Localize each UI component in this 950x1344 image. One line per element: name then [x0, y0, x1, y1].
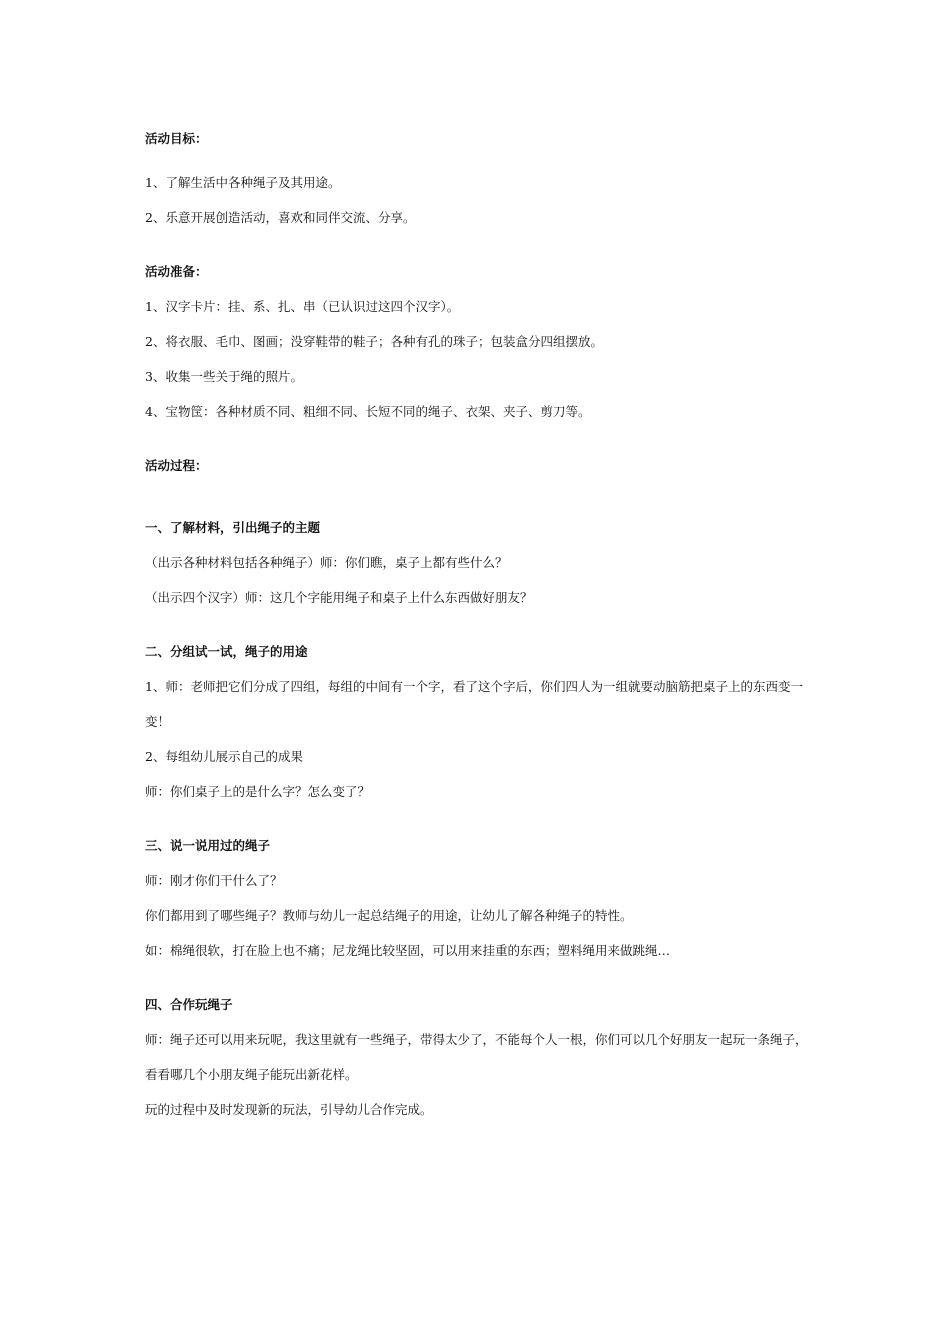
step-line: 如：棉绳很软，打在脸上也不痛；尼龙绳比较坚固，可以用来挂重的东西；塑料绳用来做跳绳…	[145, 943, 671, 958]
step-line: 你们都用到了哪些绳子？教师与幼儿一起总结绳子的用途，让幼儿了解各种绳子的特性。	[145, 908, 633, 923]
prep-item: 3、收集一些关于绳的照片。	[145, 369, 303, 384]
step-title: 四、合作玩绳子	[145, 997, 233, 1012]
step-line: 师：刚才你们干什么了？	[145, 873, 283, 888]
prep-item: 2、将衣服、毛巾、图画；没穿鞋带的鞋子；各种有孔的珠子；包装盒分四组摆放。	[145, 334, 603, 349]
step-line: 师：你们桌子上的是什么字？怎么变了？	[145, 784, 371, 799]
step-line: 玩的过程中及时发现新的玩法，引导幼儿合作完成。	[145, 1102, 433, 1117]
step-title: 二、分组试一试，绳子的用途	[145, 644, 308, 659]
process-heading: 活动过程：	[145, 458, 208, 473]
step-title: 三、说一说用过的绳子	[145, 838, 271, 853]
prep-heading: 活动准备：	[145, 264, 208, 279]
prep-item: 4、宝物筐：各种材质不同、粗细不同、长短不同的绳子、衣架、夹子、剪刀等。	[145, 404, 591, 419]
goal-item: 1、了解生活中各种绳子及其用途。	[145, 175, 341, 190]
step-line: 1、师：老师把它们分成了四组，每组的中间有一个字，看了这个字后，你们四人为一组就要动脑筋把桌子上的东西变一变！	[145, 679, 803, 729]
goal-item: 2、乐意开展创造活动，喜欢和同伴交流、分享。	[145, 210, 416, 225]
document-body	[145, 120, 810, 1127]
step-line: 2、每组幼儿展示自己的成果	[145, 749, 303, 764]
goals-heading: 活动目标：	[145, 131, 208, 146]
step-line: 师：绳子还可以用来玩呢，我这里就有一些绳子，带得太少了，不能每个人一根，你们可以几个好朋友一起玩一条绳子，看看哪几个小朋友绳子能玩出新花样。	[145, 1032, 808, 1082]
step-title: 一、了解材料，引出绳子的主题	[145, 520, 321, 535]
step-line: （出示四个汉字）师：这几个字能用绳子和桌子上什么东西做好朋友？	[145, 590, 533, 605]
prep-item: 1、汉字卡片：挂、系、扎、串（已认识过这四个汉字）。	[145, 299, 460, 314]
step-line: （出示各种材料包括各种绳子）师：你们瞧，桌子上都有些什么？	[145, 555, 508, 570]
